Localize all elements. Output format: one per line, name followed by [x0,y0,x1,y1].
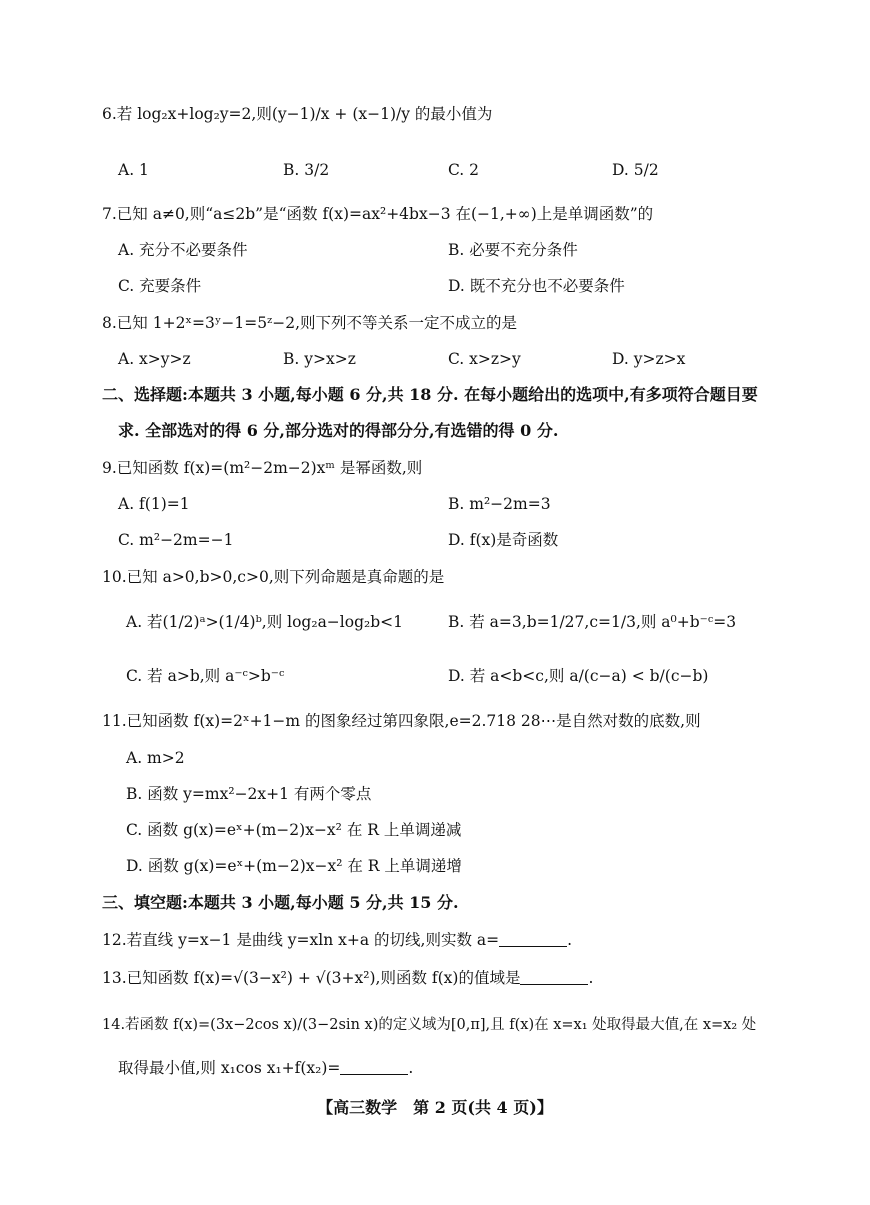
q8-stem: 8.已知 1+2ˣ=3ʸ−1=5ᶻ−2,则下列不等关系一定不成立的是 [102,314,518,332]
q8-option-b: B. y>x>z [283,350,356,368]
q6-option-d: D. 5/2 [612,161,659,179]
q10-option-d: D. 若 a<b<c,则 a/(c−a) < b/(c−b) [448,667,709,685]
q12-answer-blank [499,932,567,947]
q13-period: . [588,969,594,987]
q11-option-c: C. 函数 g(x)=eˣ+(m−2)x−x² 在 R 上单调递减 [126,821,462,839]
q14-period: . [408,1059,414,1077]
q9-stem: 9.已知函数 f(x)=(m²−2m−2)xᵐ 是幂函数,则 [102,459,423,477]
q10-option-b: B. 若 a=3,b=1/27,c=1/3,则 a⁰+b⁻ᶜ=3 [448,613,737,631]
q6-option-c: C. 2 [448,161,480,179]
q7-option-d: D. 既不充分也不必要条件 [448,277,625,295]
q10-stem: 10.已知 a>0,b>0,c>0,则下列命题是真命题的是 [102,568,445,586]
q8-option-a: A. x>y>z [118,350,191,368]
q7-option-c: C. 充要条件 [118,277,202,295]
q13-line [102,968,593,988]
q9-option-b: B. m²−2m=3 [448,495,551,513]
q14-line2 [118,1058,413,1078]
q9-option-a: A. f(1)=1 [118,495,190,513]
section2-heading: 二、选择题:本题共 3 小题,每小题 6 分,共 18 分. 在每小题给出的选项中,有多项符合题目要 [102,385,758,404]
q7-option-b: B. 必要不充分条件 [448,241,578,259]
q11-option-b: B. 函数 y=mx²−2x+1 有两个零点 [126,785,372,803]
q12-period: . [567,931,573,949]
q14-text: 取得最小值,则 x₁cos x₁+f(x₂)= [118,1059,341,1077]
q11-option-d: D. 函数 g(x)=eˣ+(m−2)x−x² 在 R 上单调递增 [126,857,462,875]
q9-option-d: D. f(x)是奇函数 [448,531,559,549]
q9-option-c: C. m²−2m=−1 [118,531,234,549]
q6-stem: 6.若 log₂x+log₂y=2,则(y−1)/x + (x−1)/y 的最小值为 [102,105,493,123]
q11-option-a: A. m>2 [126,749,185,767]
q13-answer-blank [520,970,588,985]
section2-instructions: 求. 全部选对的得 6 分,部分选对的得部分分,有选错的得 0 分. [118,421,559,440]
q6-option-a: A. 1 [118,161,149,179]
q12-text: 12.若直线 y=x−1 是曲线 y=xln x+a 的切线,则实数 a= [102,931,500,949]
q10-option-c: C. 若 a>b,则 a⁻ᶜ>b⁻ᶜ [126,667,285,685]
q14-answer-blank [340,1060,408,1075]
q13-text: 13.已知函数 f(x)=√(3−x²) + √(3+x²),则函数 f(x)的值域是 [102,969,521,987]
q8-option-c: C. x>z>y [448,350,521,368]
q10-option-a: A. 若(1/2)ᵃ>(1/4)ᵇ,则 log₂a−log₂b<1 [126,613,403,631]
q7-stem: 7.已知 a≠0,则“a≤2b”是“函数 f(x)=ax²+4bx−3 在(−1,+∞)上是单调函数”的 [102,205,654,223]
page-footer: 【高三数学 第 2 页(共 4 页)】 [317,1098,553,1117]
q14-stem: 14.若函数 f(x)=(3x−2cos x)/(3−2sin x)的定义域为[0,π],且 f(x)在 x=x₁ 处取得最大值,在 x=x₂ 处 [102,1017,757,1033]
section3-heading: 三、填空题:本题共 3 小题,每小题 5 分,共 15 分. [102,893,459,912]
q11-stem: 11.已知函数 f(x)=2ˣ+1−m 的图象经过第四象限,e=2.718 28⋯是自然对数的底数,则 [102,712,701,730]
q12-line [102,930,572,950]
q6-option-b: B. 3/2 [283,161,330,179]
q8-option-d: D. y>z>x [612,350,686,368]
q7-option-a: A. 充分不必要条件 [118,241,248,259]
